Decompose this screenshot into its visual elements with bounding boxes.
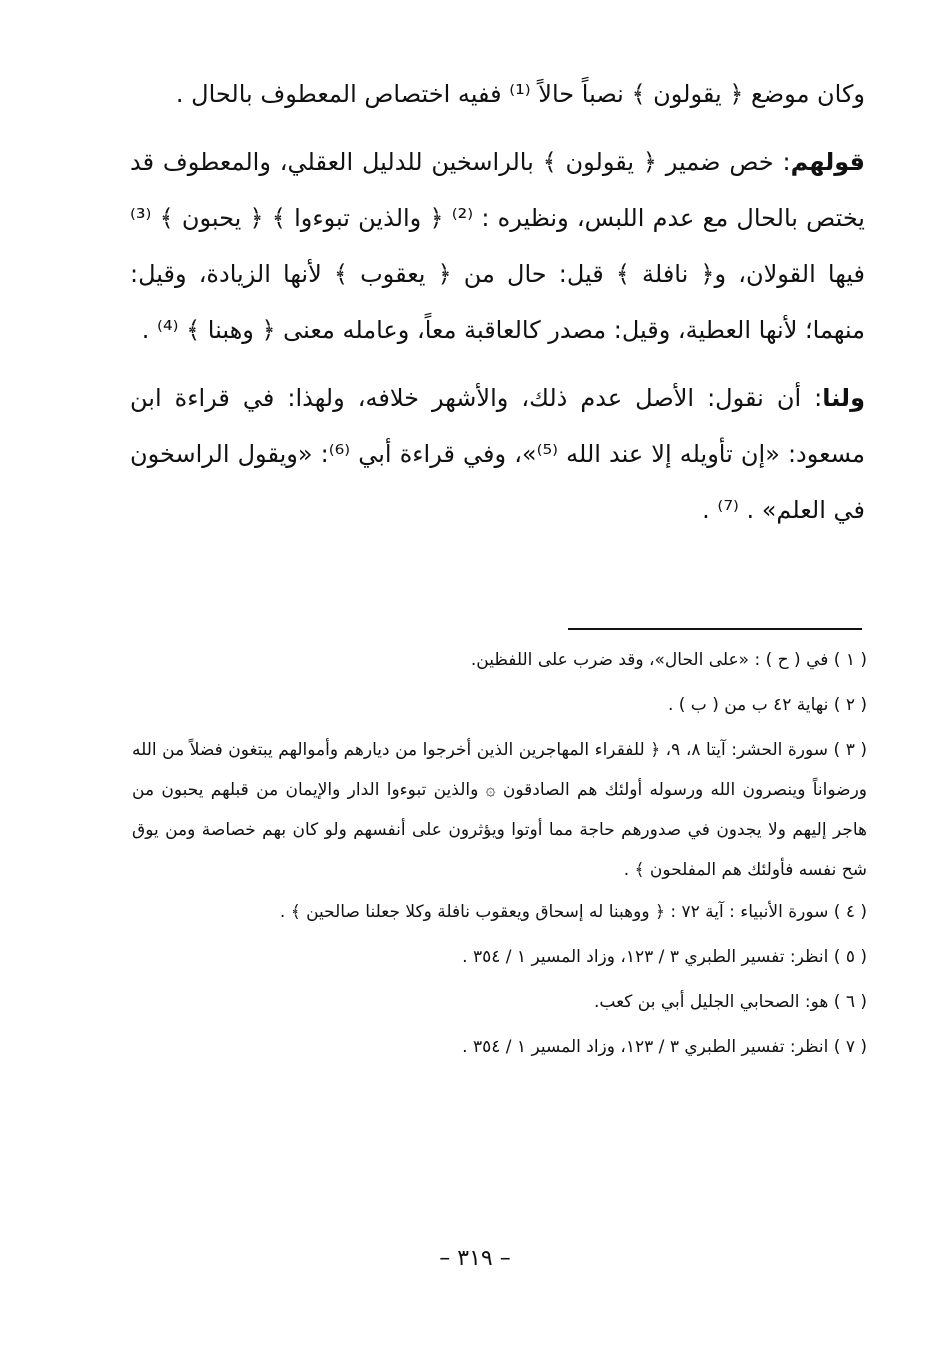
footnote-5: ( ٥ ) انظر: تفسير الطبري ٣ / ١٢٣، وزاد المسير ١ / ٣٥٤ . [462,947,867,967]
main-text [130,66,865,538]
paragraph-2-lead: قولهم [790,148,865,176]
footnote-3: ( ٣ ) سورة الحشر: آيتا ٨، ٩، ﴿ للفقراء المهاجرين الذين أخرجوا من ديارهم وأموالهم يبتغون فضلاً من الله ورضواناً وينصرون الله ورسوله أولئك هم الصادقون ۞ والذين تبوءوا الدار والإيمان من قبلهم يحبون من هاجر إليهم ولا يجدون في صدورهم حاجة مما أوتوا ويؤثرون على أنفسهم ولو كان بهم خصاصة ومن يوق شح نفسه فأولئك هم المفلحون ﴾ . [132,740,867,880]
paragraph-2-text: : خص ضمير ﴿ يقولون ﴾ بالراسخين للدليل العقلي، والمعطوف قد يختص بالحال مع عدم اللبس، ونظيره : ⁽²⁾ ﴿ والذين تبوءوا ﴾ ﴿ يحبون ﴾ ⁽³⁾ فيها القولان، و﴿ نافلة ﴾ قيل: حال من ﴿ يعقوب ﴾ لأنها الزيادة، وقيل: منهما؛ لأنها العطية، وقيل: مصدر كالعاقبة معاً، وعامله معنى ﴿ وهبنا ﴾ ⁽⁴⁾ . [130,148,865,344]
paragraph-3-lead: ولنا [822,384,865,412]
paragraph-3-text: : أن نقول: الأصل عدم ذلك، والأشهر خلافه، ولهذا: في قراءة ابن مسعود: «إن تأويله إلا عند الله ⁽⁵⁾»، وفي قراءة أبي ⁽⁶⁾: «ويقول الراسخون في العلم» . ⁽⁷⁾ . [130,384,865,524]
paragraph-1: وكان موضع ﴿ يقولون ﴾ نصباً حالاً ⁽¹⁾ ففيه اختصاص المعطوف بالحال . [175,80,865,108]
footnote-2: ( ٢ ) نهاية ٤٢ ب من ( ب ) . [667,695,867,715]
footnote-1: ( ١ ) في ( ح ) : «على الحال»، وقد ضرب على اللفظين. [470,650,867,670]
footnotes [132,648,867,1080]
footnote-4: ( ٤ ) سورة الأنبياء : آية ٧٢ : ﴿ ووهبنا له إسحاق ويعقوب نافلة وكلا جعلنا صالحين ﴾ . [279,902,867,922]
footnote-separator [568,628,862,630]
paragraph-2 [130,134,865,358]
paragraph-3 [130,370,865,538]
footnote-6: ( ٦ ) هو: الصحابي الجليل أبي بن كعب. [593,992,867,1012]
page-number: – ٣١٩ – [439,1246,511,1271]
footnote-7: ( ٧ ) انظر: تفسير الطبري ٣ / ١٢٣، وزاد المسير ١ / ٣٥٤ . [462,1037,867,1057]
